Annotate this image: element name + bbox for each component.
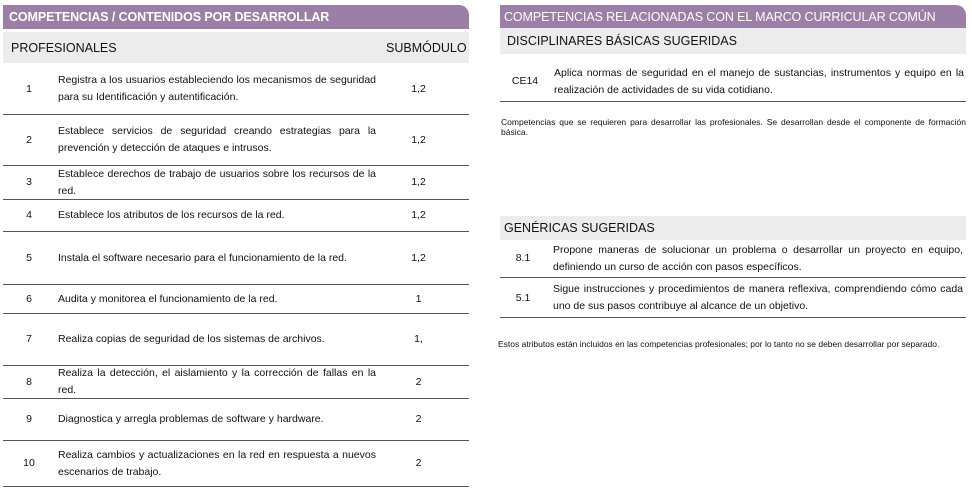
table-row	[3, 64, 469, 115]
row-submodulo: 1,2	[411, 176, 426, 188]
generica-text: Propone maneras de solucionar un problema o desarrollar un proyecto en equipo, definiendo un curso de acción con pasos específicos.	[553, 243, 963, 273]
row-submodulo: 2	[415, 457, 422, 469]
row-text: Realiza copias de seguridad de los sistemas de archivos.	[58, 333, 325, 345]
right-header-text: COMPETENCIAS RELACIONADAS CON EL MARCO CURRICULAR COMÚN	[504, 10, 936, 24]
left-header	[3, 5, 469, 29]
row-submodulo: 2	[415, 413, 422, 425]
table-row	[3, 166, 469, 200]
generica-text: Sigue instrucciones y procedimientos de manera reflexiva, comprendiendo cómo cada uno de sus pasos contribuye al alcance de un objetivo.	[553, 283, 963, 312]
row-text: Audita y monitorea el funcionamiento de la red.	[58, 292, 278, 305]
generica-code: 5.1	[515, 291, 531, 304]
row-number: 6	[26, 292, 32, 305]
disciplinar-code: CE14	[511, 75, 539, 87]
row-submodulo: 1,2	[411, 209, 426, 221]
genericas-note: Estos atributos están incluidos en las competencias profesionales; por lo tanto no se deben desarrollar por separado.	[498, 339, 940, 349]
generica-row	[500, 279, 966, 318]
row-text: Instala el software necesario para el funcionamiento de la red.	[58, 251, 347, 264]
row-submodulo: 1,	[414, 333, 423, 345]
row-submodulo: 1	[415, 292, 422, 305]
row-number: 1	[26, 82, 32, 95]
row-text: Diagnostica y arregla problemas de software y hardware.	[58, 413, 324, 425]
table-row	[3, 441, 469, 487]
row-submodulo: 2	[415, 375, 422, 388]
genericas-title	[500, 216, 966, 240]
table-row	[3, 115, 469, 166]
row-number: 3	[26, 176, 32, 188]
generica-code: 8.1	[515, 252, 531, 264]
col-profesionales: PROFESIONALES	[11, 40, 117, 55]
table-row	[3, 285, 469, 314]
table-row	[3, 200, 469, 232]
disciplinar-row	[500, 62, 966, 102]
col-submodulo: SUBMÓDULO	[386, 40, 467, 55]
disciplinar-text: Aplica normas de seguridad en el manejo de sustancias, instrumentos y equipo en la realización de actividades de su vida cotidiano.	[554, 66, 964, 96]
row-number: 5	[26, 251, 32, 264]
row-submodulo: 1,2	[411, 251, 426, 264]
row-number: 7	[26, 333, 32, 345]
row-number: 10	[23, 457, 35, 469]
row-number: 9	[26, 413, 32, 425]
row-number: 8	[26, 375, 32, 388]
left-header-text: COMPETENCIAS / CONTENIDOS POR DESARROLLAR	[9, 10, 330, 24]
row-number: 2	[26, 133, 32, 146]
table-row	[3, 314, 469, 366]
row-text: Realiza cambios y actualizaciones en la red en respuesta a nuevos escenarios de trabajo.	[58, 448, 376, 478]
row-text: Realiza la detección, el aislamiento y la corrección de fallas en la red.	[58, 367, 376, 396]
row-text: Establece servicios de seguridad creando estrategias para la prevención y detección de ataques e intrusos.	[58, 125, 376, 154]
row-number: 4	[26, 209, 32, 221]
table-row	[3, 232, 469, 285]
disciplinares-note: Competencias que se requieren para desarrollar las profesionales. Se desarrollan desde el componente de formación básica.	[501, 117, 966, 137]
row-submodulo: 1,2	[411, 133, 426, 146]
table-row	[3, 399, 469, 441]
row-text: Registra a los usuarios estableciendo los mecanismos de seguridad para su Identificación y autentificación.	[58, 74, 376, 103]
generica-row	[500, 240, 966, 278]
row-text: Establece los atributos de los recursos de la red.	[58, 209, 285, 221]
disciplinares-title	[500, 28, 966, 54]
disciplinares-title-text: DISCIPLINARES BÁSICAS SUGERIDAS	[507, 34, 737, 48]
right-header	[500, 5, 966, 29]
row-submodulo: 1,2	[411, 82, 426, 95]
left-column-header	[3, 32, 469, 63]
table-row	[3, 366, 469, 399]
genericas-title-text: GENÉRICAS SUGERIDAS	[504, 221, 655, 235]
row-text: Establece derechos de trabajo de usuarios sobre los recursos de la red.	[58, 167, 376, 197]
